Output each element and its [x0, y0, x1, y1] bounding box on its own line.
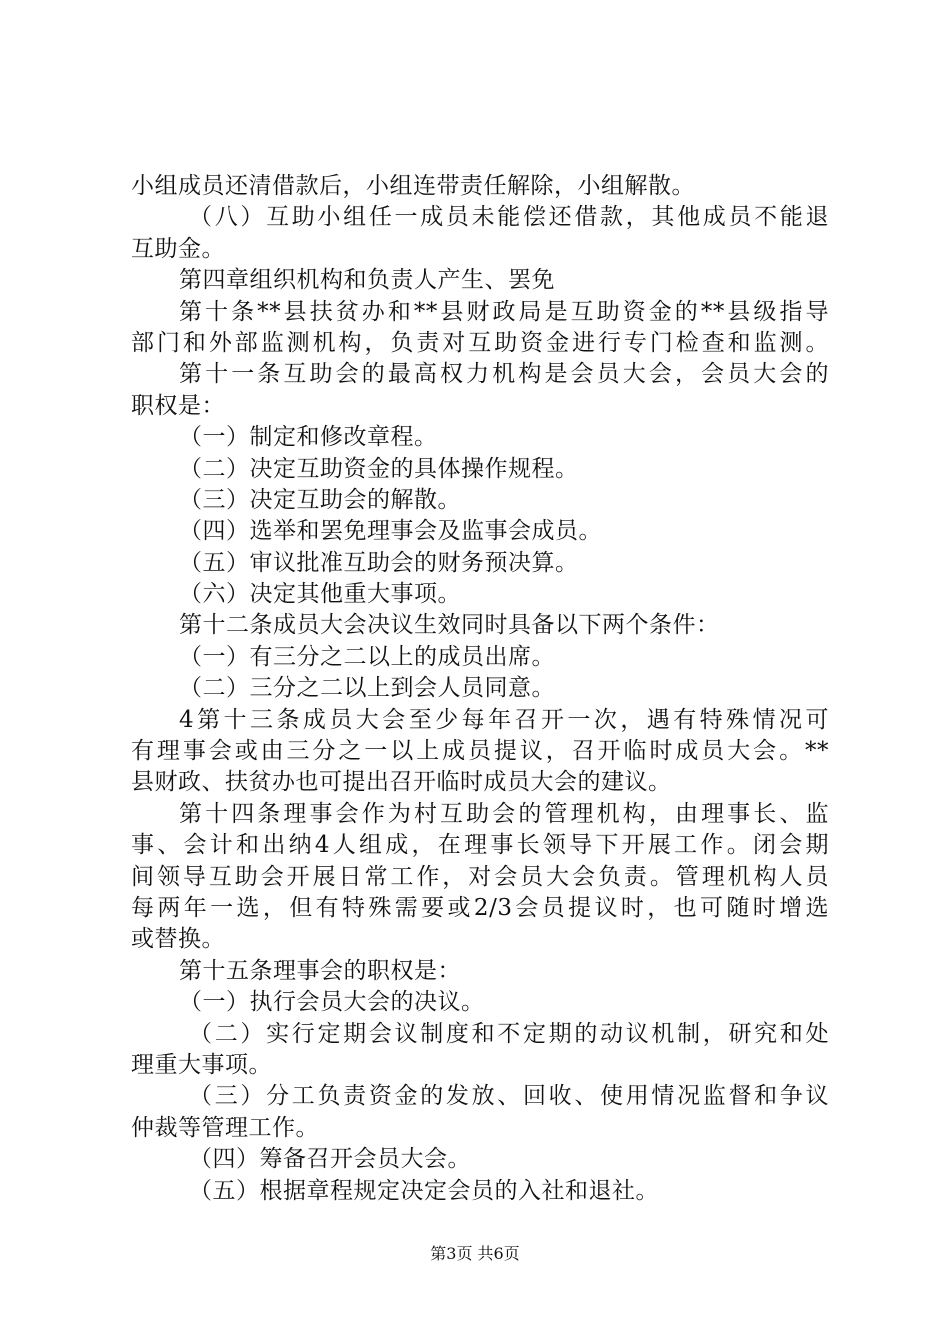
text-line: 第十二条成员大会决议生效同时具备以下两个条件：: [179, 612, 720, 639]
text-line: 第十四条理事会作为村互助会的管理机构，由理事长、监: [179, 800, 829, 827]
document-body: [131, 171, 829, 1207]
chapter-heading: 第四章组织机构和负责人产生、罢免: [179, 267, 555, 294]
text-line: 间领导互助会开展日常工作，对会员大会负责。管理机构人员: [131, 863, 829, 890]
text-line: 4第十三条成员大会至少每年召开一次，遇有特殊情况可: [179, 706, 829, 733]
text-line: 理重大事项。: [131, 1051, 272, 1078]
list-item: （四）选举和罢免理事会及监事会成员。: [179, 518, 602, 545]
page-number-footer: 第3页 共6页: [430, 1244, 520, 1263]
list-item: （六）决定其他重大事项。: [179, 581, 461, 608]
text-line: 仲裁等管理工作。: [131, 1114, 319, 1141]
text-line: 第十一条互助会的最高权力机构是会员大会，会员大会的: [179, 361, 829, 388]
list-item: （二）三分之二以上到会人员同意。: [179, 675, 555, 702]
text-line: 有理事会或由三分之一以上成员提议，召开临时成员大会。**: [131, 738, 829, 765]
text-line: 第十条**县扶贫办和**县财政局是互助资金的**县级指导: [179, 298, 829, 325]
text-line: 或替换。: [131, 926, 225, 953]
text-line: 小组成员还清借款后，小组连带责任解除，小组解散。: [131, 173, 695, 199]
text-line: （八）互助小组任一成员未能偿还借款，其他成员不能退: [189, 204, 829, 231]
list-item: （五）审议批准互助会的财务预决算。: [179, 549, 579, 576]
list-item: （五）根据章程规定决定会员的入社和退社。: [189, 1177, 659, 1204]
list-item: （四）筹备召开会员大会。: [189, 1146, 471, 1173]
text-line: 互助金。: [131, 235, 225, 262]
text-line: 县财政、扶贫办也可提出召开临时成员大会的建议。: [131, 769, 672, 796]
text-line: 每两年一选，但有特殊需要或2/3会员提议时，也可随时增选: [131, 894, 829, 921]
text-line: 部门和外部监测机构，负责对互助资金进行专门检查和监测。: [131, 329, 829, 356]
list-item: （二）决定互助资金的具体操作规程。: [179, 455, 579, 482]
list-item: （一）执行会员大会的决议。: [179, 989, 485, 1016]
list-item: （三）分工负责资金的发放、回收、使用情况监督和争议: [189, 1083, 829, 1110]
text-line: 职权是：: [131, 392, 225, 419]
list-item: （一）有三分之二以上的成员出席。: [179, 643, 555, 670]
list-item: （三）决定互助会的解散。: [179, 486, 461, 513]
list-item: （二）实行定期会议制度和不定期的动议机制，研究和处: [189, 1020, 829, 1047]
list-item: （一）制定和修改章程。: [179, 424, 438, 451]
text-line: 事、会计和出纳4人组成，在理事长领导下开展工作。闭会期: [131, 832, 829, 859]
text-line: 第十五条理事会的职权是：: [179, 957, 461, 984]
